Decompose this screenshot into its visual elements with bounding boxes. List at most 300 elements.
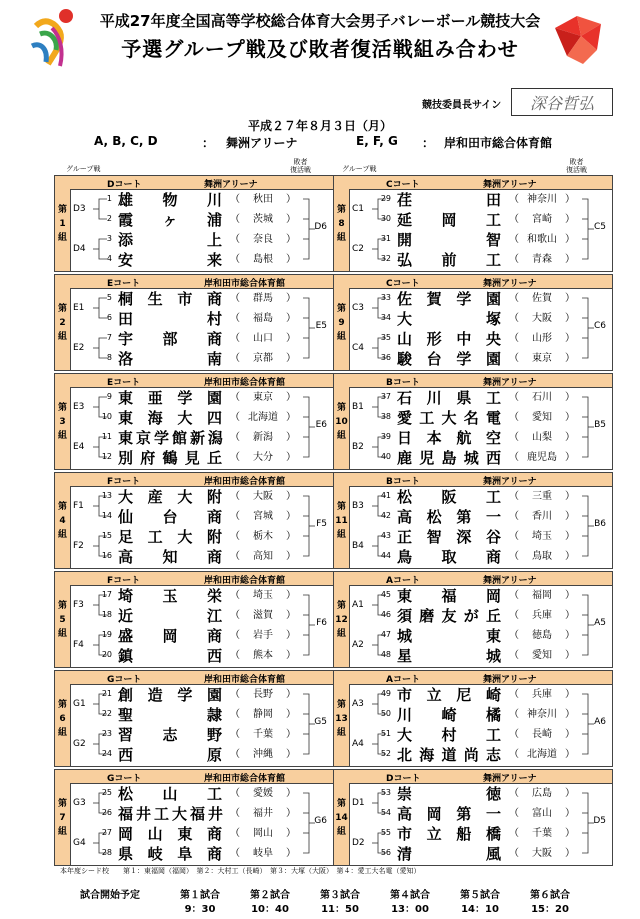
team-prefecture bbox=[230, 648, 296, 664]
team-name-char: 造 bbox=[147, 686, 163, 704]
team-name-char: 第 bbox=[456, 805, 472, 823]
team-name-text bbox=[118, 606, 222, 626]
court-venue: 岸和田市総合体育館 bbox=[204, 378, 286, 388]
team-name bbox=[118, 547, 222, 567]
match-label: 第４試合 bbox=[390, 890, 430, 901]
team-row bbox=[349, 448, 612, 468]
paren-open: （ bbox=[230, 610, 240, 621]
team-name bbox=[118, 527, 222, 547]
team-seed: 28 bbox=[101, 848, 112, 857]
team-name-char: 航 bbox=[456, 429, 472, 447]
group-number-char: 10 bbox=[335, 416, 348, 427]
repechage-label: D5 bbox=[593, 816, 606, 826]
team-name-char: 東 bbox=[118, 429, 133, 447]
team-name bbox=[118, 190, 222, 210]
team-name-text bbox=[118, 844, 222, 864]
repechage-label: C5 bbox=[593, 222, 606, 232]
team-name-text bbox=[397, 685, 501, 705]
team-name-char: 足 bbox=[118, 528, 134, 546]
subgroup-label: B1 bbox=[352, 402, 364, 412]
team-name-char: 山 bbox=[147, 825, 163, 843]
prefecture-name: 秋田 bbox=[253, 194, 273, 205]
subgroup-label: F1 bbox=[73, 501, 84, 511]
team-name-char: 西 bbox=[206, 647, 222, 665]
paren-close: ） bbox=[286, 432, 296, 443]
team-row bbox=[70, 507, 333, 527]
group-number-char: 7 bbox=[59, 812, 66, 823]
team-prefecture bbox=[509, 212, 575, 228]
team-name-text bbox=[118, 250, 222, 270]
team-prefecture bbox=[230, 410, 296, 426]
team-name-text bbox=[118, 329, 222, 349]
match-time: 15：20 bbox=[531, 904, 569, 915]
team-name-text bbox=[397, 626, 501, 646]
team-seed: 21 bbox=[101, 689, 112, 698]
team-name-text bbox=[397, 606, 501, 626]
paren-open: （ bbox=[230, 709, 240, 720]
paren-open: （ bbox=[509, 630, 519, 641]
team-name-text bbox=[118, 705, 222, 725]
team-prefecture bbox=[230, 806, 296, 822]
group-number-char: 2 bbox=[59, 317, 66, 328]
paren-close: ） bbox=[565, 333, 575, 344]
subgroup-label: D4 bbox=[73, 244, 86, 254]
team-row bbox=[70, 606, 333, 626]
team-row bbox=[349, 685, 612, 705]
prefecture-name: 神奈川 bbox=[527, 709, 557, 720]
team-name-char: 愛 bbox=[397, 409, 413, 427]
team-prefecture bbox=[509, 232, 575, 248]
team-row bbox=[70, 487, 333, 507]
team-name-char: 福 bbox=[441, 587, 457, 605]
team-name-char: 阪 bbox=[441, 488, 457, 506]
team-name-char: 高 bbox=[118, 548, 134, 566]
team-name-char: 江 bbox=[206, 607, 222, 625]
team-name bbox=[397, 586, 501, 606]
team-name-char: 隷 bbox=[206, 706, 222, 724]
paren-open: （ bbox=[509, 432, 519, 443]
paren-close: ） bbox=[286, 214, 296, 225]
team-seed: 22 bbox=[101, 709, 112, 718]
team-name-char: 園 bbox=[485, 290, 501, 308]
paren-open: （ bbox=[230, 214, 240, 225]
paren-close: ） bbox=[286, 234, 296, 245]
team-name-char: 西 bbox=[118, 746, 134, 764]
team-name-char: 桐 bbox=[118, 290, 134, 308]
team-name-char: 東 bbox=[397, 587, 413, 605]
repechage-label: D6 bbox=[314, 222, 327, 232]
group-number-char: 第 bbox=[57, 402, 67, 413]
subgroup-label: G1 bbox=[73, 699, 86, 709]
paren-open: （ bbox=[509, 392, 519, 403]
team-name bbox=[397, 250, 501, 270]
team-name bbox=[397, 725, 501, 745]
paren-open: （ bbox=[230, 392, 240, 403]
team-prefecture bbox=[509, 608, 575, 624]
prefecture-name: 兵庫 bbox=[532, 689, 552, 700]
paren-open: （ bbox=[230, 234, 240, 245]
venue-right-colon: ： bbox=[422, 136, 435, 150]
paren-open: （ bbox=[230, 254, 240, 265]
team-name bbox=[397, 230, 501, 250]
group-number-char: 第 bbox=[57, 303, 67, 314]
paren-open: （ bbox=[230, 689, 240, 700]
group-number-char: 第 bbox=[336, 600, 346, 611]
prefecture-name: 岩手 bbox=[253, 630, 273, 641]
team-name-char: 尼 bbox=[456, 686, 472, 704]
team-row bbox=[349, 329, 612, 349]
repechage-label: F5 bbox=[316, 519, 327, 529]
team-name-char: 市 bbox=[397, 686, 413, 704]
prefecture-name: 大阪 bbox=[532, 848, 552, 859]
team-row bbox=[70, 250, 333, 270]
team-name-char: 工 bbox=[419, 409, 435, 427]
team-name-char: 来 bbox=[206, 251, 222, 269]
paren-open: （ bbox=[230, 432, 240, 443]
team-name-text bbox=[118, 626, 222, 646]
group-number-char: 6 bbox=[59, 713, 66, 724]
group-block bbox=[333, 571, 613, 668]
team-name-text bbox=[397, 824, 501, 844]
team-seed: 12 bbox=[101, 452, 112, 461]
repechage-label: G6 bbox=[314, 816, 327, 826]
match-label: 第３試合 bbox=[320, 890, 360, 901]
team-name bbox=[118, 250, 222, 270]
team-prefecture bbox=[230, 826, 296, 842]
paren-open: （ bbox=[509, 333, 519, 344]
prefecture-name: 広島 bbox=[532, 788, 552, 799]
court-venue: 舞洲アリーナ bbox=[483, 378, 537, 388]
team-row bbox=[70, 784, 333, 804]
group-number-char: 11 bbox=[335, 515, 348, 526]
team-prefecture bbox=[509, 549, 575, 565]
paren-close: ） bbox=[286, 749, 296, 760]
team-row bbox=[349, 349, 612, 369]
subgroup-label: A1 bbox=[352, 600, 364, 610]
team-seed: 8 bbox=[106, 353, 112, 362]
paren-close: ） bbox=[565, 630, 575, 641]
prefecture-name: 山口 bbox=[253, 333, 273, 344]
paren-close: ） bbox=[565, 729, 575, 740]
team-seed: 34 bbox=[380, 313, 391, 322]
court-venue: 舞洲アリーナ bbox=[204, 180, 258, 190]
paren-close: ） bbox=[565, 709, 575, 720]
subgroup-label: F2 bbox=[73, 541, 84, 551]
team-seed: 50 bbox=[380, 709, 391, 718]
team-seed: 5 bbox=[106, 293, 112, 302]
team-name-char: 園 bbox=[206, 686, 222, 704]
team-name-char: 児 bbox=[419, 449, 435, 467]
team-name-char: 大 bbox=[397, 726, 413, 744]
prefecture-name: 愛媛 bbox=[253, 788, 273, 799]
prefecture-name: 愛知 bbox=[532, 412, 552, 423]
team-name-char: 崎 bbox=[485, 686, 501, 704]
team-seed: 48 bbox=[380, 650, 391, 659]
team-seed: 20 bbox=[101, 650, 112, 659]
team-name-char: 商 bbox=[206, 627, 222, 645]
group-number-char: 4 bbox=[59, 515, 66, 526]
team-prefecture bbox=[230, 608, 296, 624]
paren-close: ） bbox=[286, 808, 296, 819]
team-name-char: 産 bbox=[147, 488, 163, 506]
group-number-char: 第 bbox=[336, 798, 346, 809]
team-prefecture bbox=[230, 846, 296, 862]
group-number-char: 組 bbox=[57, 232, 67, 243]
team-seed: 6 bbox=[106, 313, 112, 322]
team-name-char: 工 bbox=[147, 528, 163, 546]
group-number-char: 組 bbox=[57, 529, 67, 540]
team-name-text bbox=[397, 428, 501, 448]
team-row bbox=[349, 190, 612, 210]
team-seed: 40 bbox=[380, 452, 391, 461]
subgroup-label: G2 bbox=[73, 739, 86, 749]
prefecture-name: 神奈川 bbox=[527, 194, 557, 205]
team-name bbox=[397, 547, 501, 567]
team-name-char: 仙 bbox=[118, 508, 134, 526]
team-name bbox=[397, 626, 501, 646]
team-name-char: 井 bbox=[207, 805, 222, 823]
team-name-char: 東 bbox=[485, 627, 501, 645]
team-prefecture bbox=[230, 430, 296, 446]
team-prefecture bbox=[230, 588, 296, 604]
team-prefecture bbox=[230, 687, 296, 703]
team-row bbox=[70, 289, 333, 309]
team-name-text bbox=[397, 309, 501, 329]
team-name-char: 商 bbox=[206, 845, 222, 863]
team-prefecture bbox=[509, 311, 575, 327]
team-name-char: 丘 bbox=[206, 449, 222, 467]
team-name-text bbox=[397, 190, 501, 210]
team-name-char: 電 bbox=[485, 409, 501, 427]
team-name-char: 工 bbox=[206, 785, 222, 803]
team-name-char: 商 bbox=[206, 825, 222, 843]
team-name-char: 井 bbox=[135, 805, 150, 823]
team-name bbox=[397, 428, 501, 448]
group-block bbox=[54, 769, 334, 866]
team-name bbox=[397, 210, 501, 230]
paren-close: ） bbox=[286, 828, 296, 839]
team-prefecture bbox=[230, 549, 296, 565]
paren-open: （ bbox=[230, 194, 240, 205]
team-name-char: 四 bbox=[206, 409, 222, 427]
subgroup-label: E2 bbox=[73, 343, 85, 353]
court-name: Fコート bbox=[107, 576, 141, 586]
team-row bbox=[349, 844, 612, 864]
team-name-char: 商 bbox=[206, 548, 222, 566]
paren-open: （ bbox=[509, 234, 519, 245]
team-name-char: 聖 bbox=[118, 706, 134, 724]
team-prefecture bbox=[230, 291, 296, 307]
team-name-char: 石 bbox=[397, 389, 413, 407]
team-seed: 54 bbox=[380, 808, 391, 817]
team-name-text bbox=[397, 487, 501, 507]
sign-label: 競技委員長サイン bbox=[422, 100, 502, 111]
team-name-char: 添 bbox=[118, 231, 134, 249]
team-name-char: 大 bbox=[177, 409, 193, 427]
team-name bbox=[397, 507, 501, 527]
paren-close: ） bbox=[565, 234, 575, 245]
team-prefecture bbox=[509, 747, 575, 763]
team-seed: 18 bbox=[101, 610, 112, 619]
team-row bbox=[349, 547, 612, 567]
paren-open: （ bbox=[509, 353, 519, 364]
team-row bbox=[70, 309, 333, 329]
team-seed: 30 bbox=[380, 214, 391, 223]
team-name bbox=[118, 626, 222, 646]
team-name-char: 工 bbox=[153, 805, 168, 823]
team-name-char: 駿 bbox=[397, 350, 413, 368]
team-name-char: 山 bbox=[162, 785, 178, 803]
group-number-char: 第 bbox=[57, 600, 67, 611]
team-prefecture bbox=[509, 252, 575, 268]
prefecture-name: 鳥取 bbox=[532, 551, 552, 562]
paren-close: ） bbox=[565, 491, 575, 502]
col-head-rep-left: 敗者 復活戦 bbox=[290, 158, 311, 174]
team-name-char: 上 bbox=[206, 231, 222, 249]
team-name-char: 志 bbox=[162, 726, 178, 744]
team-seed: 25 bbox=[101, 788, 112, 797]
court-venue: 岸和田市総合体育館 bbox=[204, 477, 286, 487]
paren-open: （ bbox=[230, 749, 240, 760]
team-name-text bbox=[118, 547, 222, 567]
prefecture-name: 栃木 bbox=[253, 531, 273, 542]
team-name-text bbox=[397, 250, 501, 270]
team-name-text bbox=[118, 349, 222, 369]
team-name-char: 洛 bbox=[118, 350, 134, 368]
prefecture-name: 山形 bbox=[532, 333, 552, 344]
paren-close: ） bbox=[286, 610, 296, 621]
team-name-text bbox=[397, 784, 501, 804]
paren-open: （ bbox=[509, 452, 519, 463]
team-row bbox=[349, 725, 612, 745]
match-label: 第１試合 bbox=[180, 890, 220, 901]
paren-close: ） bbox=[286, 452, 296, 463]
team-name bbox=[397, 349, 501, 369]
team-name-char: 埼 bbox=[118, 587, 134, 605]
team-prefecture bbox=[230, 252, 296, 268]
team-seed: 52 bbox=[380, 749, 391, 758]
prefecture-name: 熊本 bbox=[253, 650, 273, 661]
team-seed: 9 bbox=[106, 392, 112, 401]
group-number-char: 第 bbox=[336, 501, 346, 512]
team-name-char: 館 bbox=[171, 429, 186, 447]
title-block bbox=[60, 10, 580, 62]
subgroup-label: A2 bbox=[352, 640, 364, 650]
team-name bbox=[397, 329, 501, 349]
group-number-char: 組 bbox=[336, 529, 346, 540]
team-seed: 41 bbox=[380, 491, 391, 500]
court-venue: 舞洲アリーナ bbox=[483, 477, 537, 487]
team-seed: 29 bbox=[380, 194, 391, 203]
prefecture-name: 東京 bbox=[253, 392, 273, 403]
team-seed: 13 bbox=[101, 491, 112, 500]
team-name-char: 台 bbox=[426, 350, 442, 368]
paren-close: ） bbox=[565, 590, 575, 601]
group-number-char: 1 bbox=[59, 218, 66, 229]
team-prefecture bbox=[509, 351, 575, 367]
team-name-text bbox=[118, 646, 222, 666]
paren-close: ） bbox=[565, 689, 575, 700]
team-name-char: 新 bbox=[189, 429, 204, 447]
paren-close: ） bbox=[565, 749, 575, 760]
venue-right-name: 岸和田市総合体育館 bbox=[444, 136, 553, 150]
team-name bbox=[397, 804, 501, 824]
prefecture-name: 群馬 bbox=[253, 293, 273, 304]
team-name-char: 第 bbox=[456, 508, 472, 526]
team-name-char: 盛 bbox=[118, 627, 134, 645]
team-prefecture bbox=[509, 291, 575, 307]
team-name-text bbox=[118, 448, 222, 468]
team-prefecture bbox=[509, 410, 575, 426]
team-name-char: 鹿 bbox=[397, 449, 413, 467]
team-name-text bbox=[397, 646, 501, 666]
subgroup-label: E1 bbox=[73, 303, 85, 313]
paren-open: （ bbox=[509, 729, 519, 740]
team-name-char: 磨 bbox=[419, 607, 435, 625]
team-name bbox=[118, 844, 222, 864]
team-row bbox=[70, 844, 333, 864]
team-name-char: 工 bbox=[485, 211, 501, 229]
court-venue: 岸和田市総合体育館 bbox=[204, 576, 286, 586]
paren-open: （ bbox=[509, 254, 519, 265]
team-name-char: 大 bbox=[171, 805, 186, 823]
paren-close: ） bbox=[565, 788, 575, 799]
subgroup-label: E4 bbox=[73, 442, 85, 452]
court-venue: 岸和田市総合体育館 bbox=[204, 279, 286, 289]
repechage-label: B6 bbox=[594, 519, 606, 529]
group-number-char: 8 bbox=[338, 218, 345, 229]
paren-close: ） bbox=[565, 293, 575, 304]
team-name-char: 京 bbox=[135, 429, 150, 447]
team-name-char: が bbox=[463, 607, 479, 625]
team-row bbox=[70, 527, 333, 547]
team-row bbox=[349, 606, 612, 626]
paren-open: （ bbox=[509, 551, 519, 562]
prefecture-name: 富山 bbox=[532, 808, 552, 819]
team-row bbox=[349, 428, 612, 448]
team-row bbox=[349, 784, 612, 804]
team-prefecture bbox=[230, 727, 296, 743]
team-seed: 51 bbox=[380, 729, 391, 738]
paren-close: ） bbox=[565, 412, 575, 423]
team-seed: 23 bbox=[101, 729, 112, 738]
subgroup-label: E3 bbox=[73, 402, 85, 412]
paren-close: ） bbox=[565, 511, 575, 522]
paren-close: ） bbox=[565, 610, 575, 621]
court-name: Aコート bbox=[386, 675, 420, 685]
group-number-char: 第 bbox=[57, 798, 67, 809]
team-name-char: 鶴 bbox=[162, 449, 178, 467]
team-name-text bbox=[397, 745, 501, 765]
team-row bbox=[349, 527, 612, 547]
team-seed: 38 bbox=[380, 412, 391, 421]
team-prefecture bbox=[509, 509, 575, 525]
team-name-char: 鳥 bbox=[397, 548, 413, 566]
team-seed: 31 bbox=[380, 234, 391, 243]
paren-open: （ bbox=[509, 828, 519, 839]
group-number-char: 組 bbox=[57, 727, 67, 738]
paren-open: （ bbox=[509, 590, 519, 601]
repechage-label: A6 bbox=[594, 717, 606, 727]
team-name-char: 日 bbox=[397, 429, 413, 447]
prefecture-name: 北海道 bbox=[527, 749, 557, 760]
court-name: Eコート bbox=[107, 279, 141, 289]
group-number-char: 5 bbox=[59, 614, 66, 625]
group-number-char: 組 bbox=[336, 232, 346, 243]
team-name-char: 大 bbox=[177, 528, 193, 546]
team-name-char: 東 bbox=[118, 409, 134, 427]
group-number-char: 14 bbox=[335, 812, 348, 823]
